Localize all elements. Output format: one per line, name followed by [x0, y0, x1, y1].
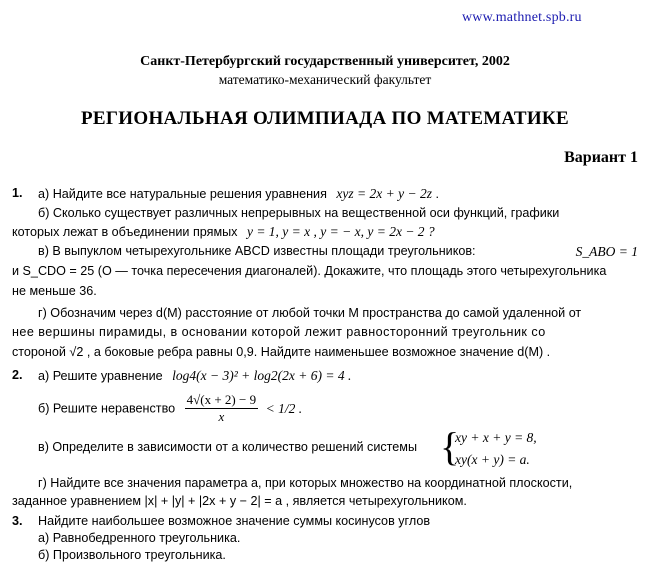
problem-1b-line2 [12, 224, 435, 240]
problem-1c-area-formula: S_ABO = 1 [575, 244, 638, 259]
page-title: РЕГИОНАЛЬНАЯ ОЛИМПИАДА ПО МАТЕМАТИКЕ [81, 108, 569, 129]
problem-2c-text: в) Определите в зависимости от a количество решений системы [38, 440, 418, 454]
problem-3-text: Найдите наибольшее возможное значение суммы косинусов углов [38, 514, 431, 528]
variant-label: Вариант 1 [564, 149, 638, 166]
problem-3a: а) Равнобедренного треугольника. [38, 531, 241, 545]
website-url[interactable]: www.mathnet.spb.ru [462, 10, 582, 25]
problem-2b-text: б) Решите неравенство [38, 401, 176, 416]
problem-1a-formula: xyz = 2x + y − 2z [336, 186, 432, 201]
problem-2c [38, 440, 417, 454]
problem-2b-numerator: 4√(x + 2) − 9 [186, 392, 257, 407]
problem-1d-line2: нее вершины пирамиды, в основании которой лежит равносторонний треугольник со [12, 325, 546, 339]
problem-1b-line2-text: которых лежат в объединении прямых [12, 225, 238, 239]
problem-1-number: 1. [12, 186, 23, 200]
problem-1a: а) Найдите все натуральные решения уравнения xyz = 2x + y − 2z . [38, 186, 439, 201]
problem-2a-formula: log4(x − 3)² + log2(2x + 6) = 4 . [172, 368, 352, 383]
problem-2a-text: а) Решите уравнение [38, 369, 163, 383]
problem-2c-equation-2: xy(x + y) = a. [455, 452, 530, 467]
problem-1c-line1-text: в) В выпуклом четырехугольнике ABCD известны площади треугольников: [38, 244, 476, 258]
problem-2b [38, 392, 302, 425]
problem-1c-line1 [38, 244, 638, 260]
problem-1c-line2: и S_CDO = 25 (O — точка пересечения диагоналей). Докажите, что площадь этого четырехугольника [12, 264, 607, 278]
problem-1d-line3: стороной √2 , а боковые ребра равны 0,9. Найдите наименьшее возможное значение d(M) . [12, 345, 551, 359]
problem-1a-text: а) Найдите все натуральные решения уравнения [38, 187, 327, 201]
problem-1d-line1: г) Обозначим через d(M) расстояние от любой точки M пространства до самой удаленной от [38, 306, 582, 320]
problem-1b-lines-formula: y = 1, y = x , y = − x, y = 2x − 2 ? [246, 224, 435, 239]
problem-3-number: 3. [12, 514, 23, 528]
problem-2a [38, 368, 351, 384]
system-brace: { [440, 424, 460, 469]
problem-1b-line1: б) Сколько существует различных непрерывных на вещественной оси функций, графики [38, 206, 560, 220]
problem-2b-denominator: x [218, 409, 225, 424]
problem-2b-rhs: < 1/2 . [265, 400, 303, 416]
problem-2c-equation-1: xy + x + y = 8, [455, 430, 537, 445]
university-heading: Санкт-Петербургский государственный университет, 2002 [140, 54, 510, 69]
problem-2d-line2: заданное уравнением |x| + |y| + |2x + y − 2| = a , является четырехугольником. [12, 494, 467, 508]
faculty-heading: математико-механический факультет [218, 72, 432, 87]
problem-1c-line3: не меньше 36. [12, 284, 97, 298]
problem-2d-line1: г) Найдите все значения параметра a, при которых множество на координатной плоскости, [38, 476, 573, 490]
problem-2-number: 2. [12, 368, 23, 382]
problem-3b: б) Произвольного треугольника. [38, 548, 226, 562]
problem-2b-fraction [185, 392, 258, 425]
